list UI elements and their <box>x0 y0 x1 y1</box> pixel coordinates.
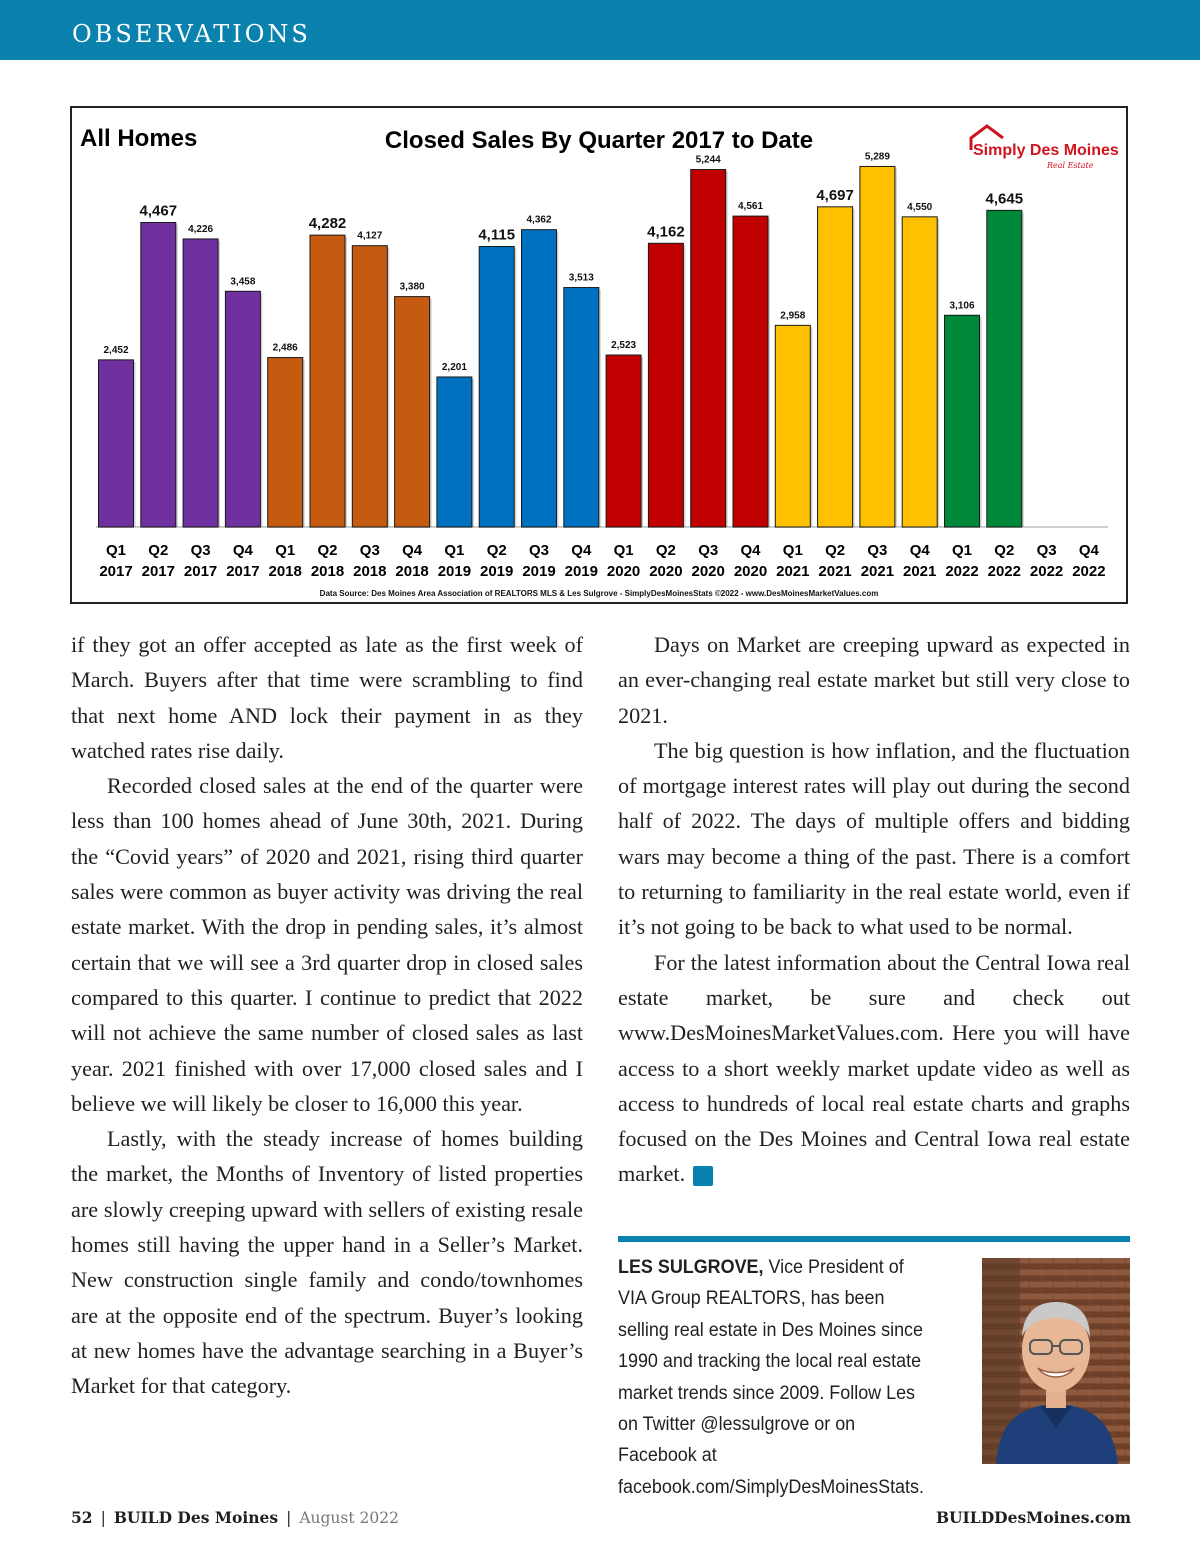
x-tick-year: 2017 <box>99 563 133 580</box>
bar-q1-2021 <box>775 325 810 527</box>
author-name: LES SULGROVE, <box>618 1257 764 1278</box>
logo-tagline: Real Estate <box>1047 161 1094 170</box>
x-tick-quarter: Q4 <box>232 542 253 559</box>
article-paragraph: Lastly, with the steady increase of homes building the market, the Months of Inventory of listed properties are slowly creeping upward with sellers of existing resale homes still having the upper hand in a Seller’s Market. New construction single family and condo/townhomes are at the opposite end of the spectrum. Buyer’s looking at new homes have the advantage searching in a Buyer’s Market for that category. <box>71 1126 583 1399</box>
x-tick-year: 2018 <box>310 563 345 580</box>
bar-value-label: 4,550 <box>907 201 933 213</box>
author-photo <box>982 1258 1130 1464</box>
bar-value-label: 4,162 <box>647 223 685 241</box>
simply-des-moines-logo <box>967 116 1127 174</box>
publication-name: BUILD Des Moines <box>113 1508 279 1527</box>
bar-value-label: 3,513 <box>568 272 594 284</box>
bar-q3-2018 <box>352 246 387 527</box>
x-tick-year: 2021 <box>818 563 852 580</box>
author-portrait <box>982 1258 1130 1464</box>
page-footer: 52 | BUILD Des Moines | August 2022 BUILDDesMoines.com <box>71 1508 1131 1527</box>
article-paragraph: Recorded closed sales at the end of the quarter were less than 100 homes ahead of June 30th, 2021. During the “Covid years” of 2020 and 2021, rising third quarter sales were common as buyer activity was driving the real estate market. With the drop in pending sales, it’s almost certain that we will see a 3rd quarter drop in closed sales compared to this quarter. I continue to predict that 2022 will not achieve the same number of closed sales as last year. 2021 finished with over 17,000 closed sales and I believe we will likely be closer to 16,000 this year. <box>71 773 583 1116</box>
article-column-right <box>618 627 1130 1192</box>
bio-divider <box>618 1236 1130 1242</box>
tick-labels-group <box>99 542 1105 580</box>
x-tick-quarter: Q1 <box>782 542 803 559</box>
bar-value-label: 3,380 <box>399 281 425 293</box>
x-tick-year: 2017 <box>183 563 218 580</box>
x-tick-quarter: Q1 <box>275 542 296 559</box>
article-paragraph: Days on Market are creeping upward as expected in an ever-changing real estate market but still very close to 2021. <box>618 632 1130 728</box>
bar-value-label: 2,452 <box>103 344 129 356</box>
bar-value-label: 2,523 <box>611 340 637 352</box>
bar-q3-2019 <box>522 230 557 527</box>
logo-name: Simply Des Moines <box>973 142 1119 159</box>
x-tick-year: 2017 <box>141 563 175 580</box>
bar-q3-2020 <box>691 170 726 527</box>
bar-q4-2018 <box>395 297 430 527</box>
bar-value-label: 4,282 <box>308 215 347 233</box>
bar-q1-2018 <box>268 358 303 527</box>
bar-value-label: 4,226 <box>188 223 214 235</box>
bar-value-label: 4,127 <box>357 230 383 242</box>
website-link[interactable]: BUILDDesMoines.com <box>935 1508 1131 1527</box>
author-bio-text: Vice President of VIA Group REALTORS, has been selling real estate in Des Moines since 1990 and tracking the local real estate market trends since 2009. Follow Les on Twitter @lessulgrove or on Facebook at facebook.com/SimplyDesMoinesStats. <box>618 1257 924 1498</box>
x-tick-year: 2019 <box>522 563 556 580</box>
page-number: 52 <box>71 1508 93 1527</box>
x-tick-year: 2022 <box>987 563 1021 580</box>
x-tick-year: 2017 <box>226 563 260 580</box>
x-tick-quarter: Q3 <box>190 542 211 559</box>
x-tick-year: 2022 <box>1029 563 1064 580</box>
x-tick-quarter: Q4 <box>571 542 592 559</box>
section-label: OBSERVATIONS <box>72 20 311 48</box>
x-tick-quarter: Q2 <box>148 542 169 559</box>
issue-date: August 2022 <box>299 1509 399 1527</box>
bar-q3-2017 <box>183 239 218 527</box>
x-tick-year: 2020 <box>606 563 641 580</box>
x-tick-quarter: Q1 <box>613 542 634 559</box>
bar-value-label: 4,561 <box>737 201 764 213</box>
bar-q4-2017 <box>225 291 260 527</box>
bar-q4-2021 <box>902 217 937 527</box>
bar-q4-2019 <box>564 288 599 527</box>
bar-value-label: 5,244 <box>695 154 721 166</box>
article-paragraph: The big question is how inflation, and the fluctuation of mortgage interest rates will play out during the second half of 2022. The days of multiple offers and bidding wars may become a thing of the past. There is a comfort to returning to familiarity in the real estate world, even if it’s not going to be back to what used to be normal. <box>618 737 1130 940</box>
bar-value-label: 4,115 <box>478 226 516 244</box>
bar-value-label: 4,362 <box>526 214 552 226</box>
bar-value-label: 4,467 <box>139 202 178 220</box>
bar-value-label: 3,458 <box>230 276 256 288</box>
x-tick-year: 2022 <box>945 563 979 580</box>
article-paragraph: if they got an offer accepted as late as the first week of March. Buyers after that time were scrambling to find that next home AND lock their payment in as they watched rates rise daily. <box>71 632 583 763</box>
x-tick-year: 2021 <box>860 563 895 580</box>
x-tick-year: 2020 <box>733 563 768 580</box>
x-tick-year: 2020 <box>691 563 725 580</box>
bar-q4-2020 <box>733 216 768 527</box>
x-tick-quarter: Q4 <box>402 542 423 559</box>
chart-source: Data Source: Des Moines Area Association of REALTORS MLS & Les Sulgrove - SimplyDesMoinesStats ©2022 - www.DesMoinesMarketValues.com <box>319 589 879 598</box>
x-tick-year: 2018 <box>395 563 429 580</box>
x-tick-year: 2021 <box>903 563 937 580</box>
bar-q2-2021 <box>818 207 853 527</box>
x-tick-quarter: Q1 <box>444 542 465 559</box>
x-tick-quarter: Q4 <box>909 542 930 559</box>
bar-value-label: 4,697 <box>816 186 854 204</box>
x-tick-year: 2018 <box>268 563 302 580</box>
bar-value-label: 2,486 <box>272 342 298 354</box>
bar-q1-2019 <box>437 377 472 527</box>
bar-value-label: 2,201 <box>441 361 467 373</box>
article-paragraph-text: For the latest information about the Central Iowa real estate market, be sure and check out www.DesMoinesMarketValues.com. Here you will have access to a short weekly market update video as well as access to hundreds of local real estate charts and graphs focused on the Des Moines and Central Iowa real estate market. <box>618 949 1130 1187</box>
bar-value-label: 5,289 <box>864 151 890 163</box>
bar-q1-2020 <box>606 355 641 527</box>
bar-value-label: 4,645 <box>985 190 1024 208</box>
x-tick-quarter: Q3 <box>1036 542 1057 559</box>
x-tick-year: 2019 <box>437 563 472 580</box>
x-tick-quarter: Q3 <box>359 542 380 559</box>
bar-q2-2019 <box>479 246 514 527</box>
chart-title: Closed Sales By Quarter 2017 to Date <box>384 127 814 154</box>
chart-series-label: All Homes <box>80 125 198 152</box>
bar-value-label: 2,958 <box>780 310 806 322</box>
bars-group <box>99 151 1024 527</box>
x-tick-year: 2021 <box>776 563 810 580</box>
end-of-article-icon: B <box>693 1166 713 1186</box>
closed-sales-chart <box>70 106 1128 604</box>
x-tick-year: 2020 <box>649 563 683 580</box>
x-tick-quarter: Q3 <box>528 542 550 559</box>
x-tick-year: 2019 <box>480 563 514 580</box>
x-tick-quarter: Q2 <box>317 542 338 559</box>
chart-canvas <box>72 108 1126 602</box>
x-tick-quarter: Q3 <box>867 542 888 559</box>
x-tick-quarter: Q4 <box>740 542 761 559</box>
x-tick-quarter: Q1 <box>105 542 127 559</box>
x-tick-year: 2019 <box>564 563 598 580</box>
x-tick-year: 2018 <box>353 563 387 580</box>
bar-q2-2017 <box>141 222 176 527</box>
x-tick-quarter: Q2 <box>994 542 1015 559</box>
article-paragraph-final <box>618 945 1130 1192</box>
x-tick-year: 2022 <box>1072 563 1106 580</box>
x-tick-quarter: Q1 <box>951 542 973 559</box>
bar-value-label: 3,106 <box>949 300 975 312</box>
bar-q1-2022 <box>945 315 980 527</box>
bar-q1-2017 <box>99 360 134 527</box>
bar-q2-2020 <box>648 243 683 527</box>
x-tick-quarter: Q4 <box>1078 542 1099 559</box>
x-tick-quarter: Q3 <box>698 542 719 559</box>
bar-q2-2022 <box>987 210 1022 527</box>
x-tick-quarter: Q2 <box>655 542 676 559</box>
x-tick-quarter: Q2 <box>825 542 846 559</box>
bar-q3-2021 <box>860 166 895 527</box>
article-column-left <box>71 627 583 1404</box>
x-tick-quarter: Q2 <box>486 542 507 559</box>
bar-q2-2018 <box>310 235 345 527</box>
header-bar <box>0 0 1200 60</box>
author-bio <box>618 1252 934 1503</box>
